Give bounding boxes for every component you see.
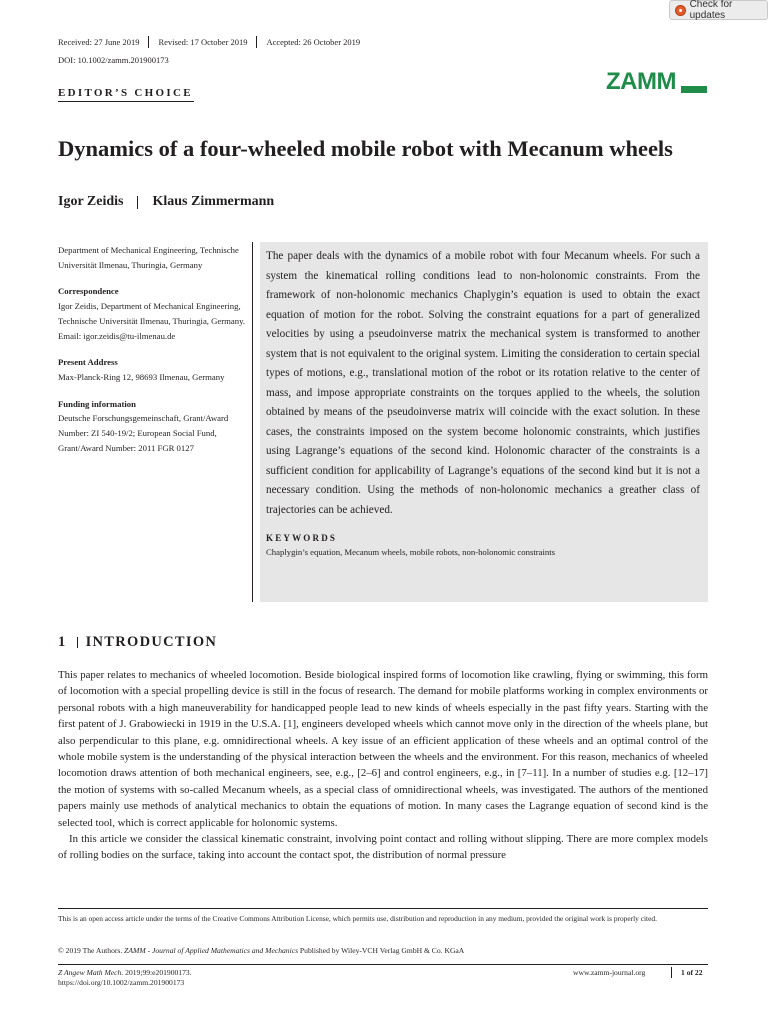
license-note: This is an open access article under the terms of the Creative Commons Attribution License, which permits use, distribution and reproduction in any medium, provided the original work is properly cited.: [58, 914, 657, 923]
accepted-date: Accepted: 26 October 2019: [266, 37, 361, 47]
copyright-prefix: © 2019 The Authors.: [58, 946, 125, 955]
citation-line: [58, 968, 192, 978]
editors-choice-label: EDITOR’S CHOICE: [58, 87, 193, 99]
section-number: 1: [58, 634, 67, 650]
correspondence-email: Email: igor.zeidis@tu-ilmenau.de: [58, 330, 176, 341]
keywords-heading: KEYWORDS: [266, 533, 338, 543]
page-footer-rule: [58, 964, 708, 965]
funding-section: [58, 397, 248, 456]
crossmark-icon: [675, 5, 686, 16]
divider: [671, 967, 672, 978]
funding-text: Deutsche Forschungsgemeinschaft, Grant/Award Number: ZI 540-19/2; European Social Fund, Grant/Award Number: 2011 FGR 0127: [58, 413, 229, 453]
zamm-logo-text: ZAMM: [606, 68, 676, 95]
section-title: INTRODUCTION: [85, 634, 218, 650]
zamm-logo-bar: [681, 86, 707, 93]
abstract-box: [260, 242, 708, 602]
correspondence-heading: Correspondence: [58, 286, 119, 297]
copyright-journal: ZAMM - Journal of Applied Mathematics and Mechanics: [124, 946, 299, 955]
article-title: Dynamics of a four-wheeled mobile robot with Mecanum wheels: [58, 136, 673, 161]
funding-heading: Funding information: [58, 398, 136, 409]
zamm-logo: [606, 69, 707, 94]
introduction-body: [58, 667, 708, 864]
citation-url-link[interactable]: https://doi.org/10.1002/zamm.201900173: [58, 977, 185, 987]
article-info-column: [58, 243, 248, 467]
citation: [58, 968, 192, 987]
page-number: 1 of 22: [681, 968, 703, 977]
affiliation: Department of Mechanical Engineering, Technische Universität Ilmenau, Thuringia, Germany: [58, 245, 239, 270]
citation-journal: Z Angew Math Mech.: [58, 968, 124, 977]
revised-date: Revised: 17 October 2019: [158, 37, 248, 47]
section-heading-introduction: [58, 634, 217, 651]
column-divider: [252, 242, 253, 602]
divider: [256, 36, 257, 48]
editors-choice-underline: [58, 101, 194, 102]
author-list: [58, 194, 274, 210]
keywords-list: Chaplygin’s equation, Mecanum wheels, mobile robots, non-holonomic constraints: [266, 547, 556, 557]
citation-details: 2019;99:e201900173.: [123, 968, 192, 977]
received-date: Received: 27 June 2019: [58, 37, 140, 47]
check-for-updates-label: Check for updates: [689, 0, 733, 21]
present-address-heading: Present Address: [58, 357, 118, 368]
footnote-rule: [58, 908, 708, 909]
copyright-line: [58, 946, 464, 955]
copyright-suffix: Published by Wiley-VCH Verlag GmbH & Co. KGaA: [298, 946, 465, 955]
paragraph: In this article we consider the classical kinematic constraint, involving point contact and rolling without slipping. There are more complex models of rolling bodies on the surface, taking into account the contact spot, the distribution of normal pressure: [58, 833, 708, 862]
present-address-section: [58, 355, 248, 384]
author: Klaus Zimmermann: [152, 194, 275, 209]
author: Igor Zeidis: [58, 194, 124, 209]
paragraph: This paper relates to mechanics of wheeled locomotion. Beside biological inspired forms of locomotion like crawling, flying or swimming, this form of locomotion with a special propelling device is still in the focus of research. The demand for mobile platforms working in complex environments or personal robots with a high maneuverability for handicapped people lead to new kinds of wheels especially in the past fifty years. Starting with the first patent of J. Grabowiecki in 1919 in the U.S.A. [1], engineers developed wheels which cannot move only in the direction of the wheels plane, but also perpendicular to this plane, e.g. omnidirectional wheels. A key issue of an efficient application of these wheels and an optimal control of the whole mobile system is the understanding of the physical interaction between the wheels and the environment. For this reason, mechanics of wheeled locomotion draws attention of both mechanical engineers, see, e.g., [2–6] and control engineers, e.g., in [7–11]. In a number of studies e.g. [12–17] the motion of systems with so-called Mecanum wheels, as a special class of omnidirectional wheels, was investigated. The authors of the mentioned papers mainly use methods of analytical mechanics to obtain the equations of motion. In many cases the Lagrange equation of second kind is the selected tool, which is correct applicable for holonomic systems.: [58, 669, 708, 829]
journal-website-link[interactable]: www.zamm-journal.org: [573, 968, 646, 977]
correspondence-section: [58, 284, 248, 343]
divider: [148, 36, 149, 48]
doi: DOI: 10.1002/zamm.201900173: [58, 55, 169, 65]
abstract-text: The paper deals with the dynamics of a mobile robot with four Mecanum wheels. For such a system the kinematical rolling conditions lead to non-holonomic constraints. From the framework of non-holonomic mechanics Chaplygin’s equation is used to obtain the exact equation of motion for the robot. Solving the constraint equations for a part of generalized velocities by using a pseudoinverse matrix the mechanical system is transformed to another system that is not equivalent to the original system. Limiting the consideration to certain special types of motions, e.g., translational motion of the robot or its rotation relative to the center of mass, and impose appropriate constraints on the torques applied to the wheels, the solution obtained by means of the pseudoinverse matrix will coincide with the exact solution. In these cases, the constraints imposed on the system become holonomic constraints, which justifies using Lagrange’s equations of the second kind. Holonomic character of the constraints is a sufficient condition for applicability of Lagrange’s equations of the second kind but it is not a necessary condition. Using the methods of non-holonomic mechanics a greather class of trajectories can be achieved.: [266, 250, 700, 516]
correspondence-text: Igor Zeidis, Department of Mechanical Engineering, Technische Universität Ilmenau, Thuringia, Germany.: [58, 301, 246, 326]
check-for-updates-button[interactable]: [669, 0, 768, 20]
article-dates: [58, 36, 360, 48]
divider: [137, 196, 138, 209]
divider: [77, 637, 78, 648]
present-address-text: Max-Planck-Ring 12, 98693 Ilmenau, Germany: [58, 371, 225, 382]
